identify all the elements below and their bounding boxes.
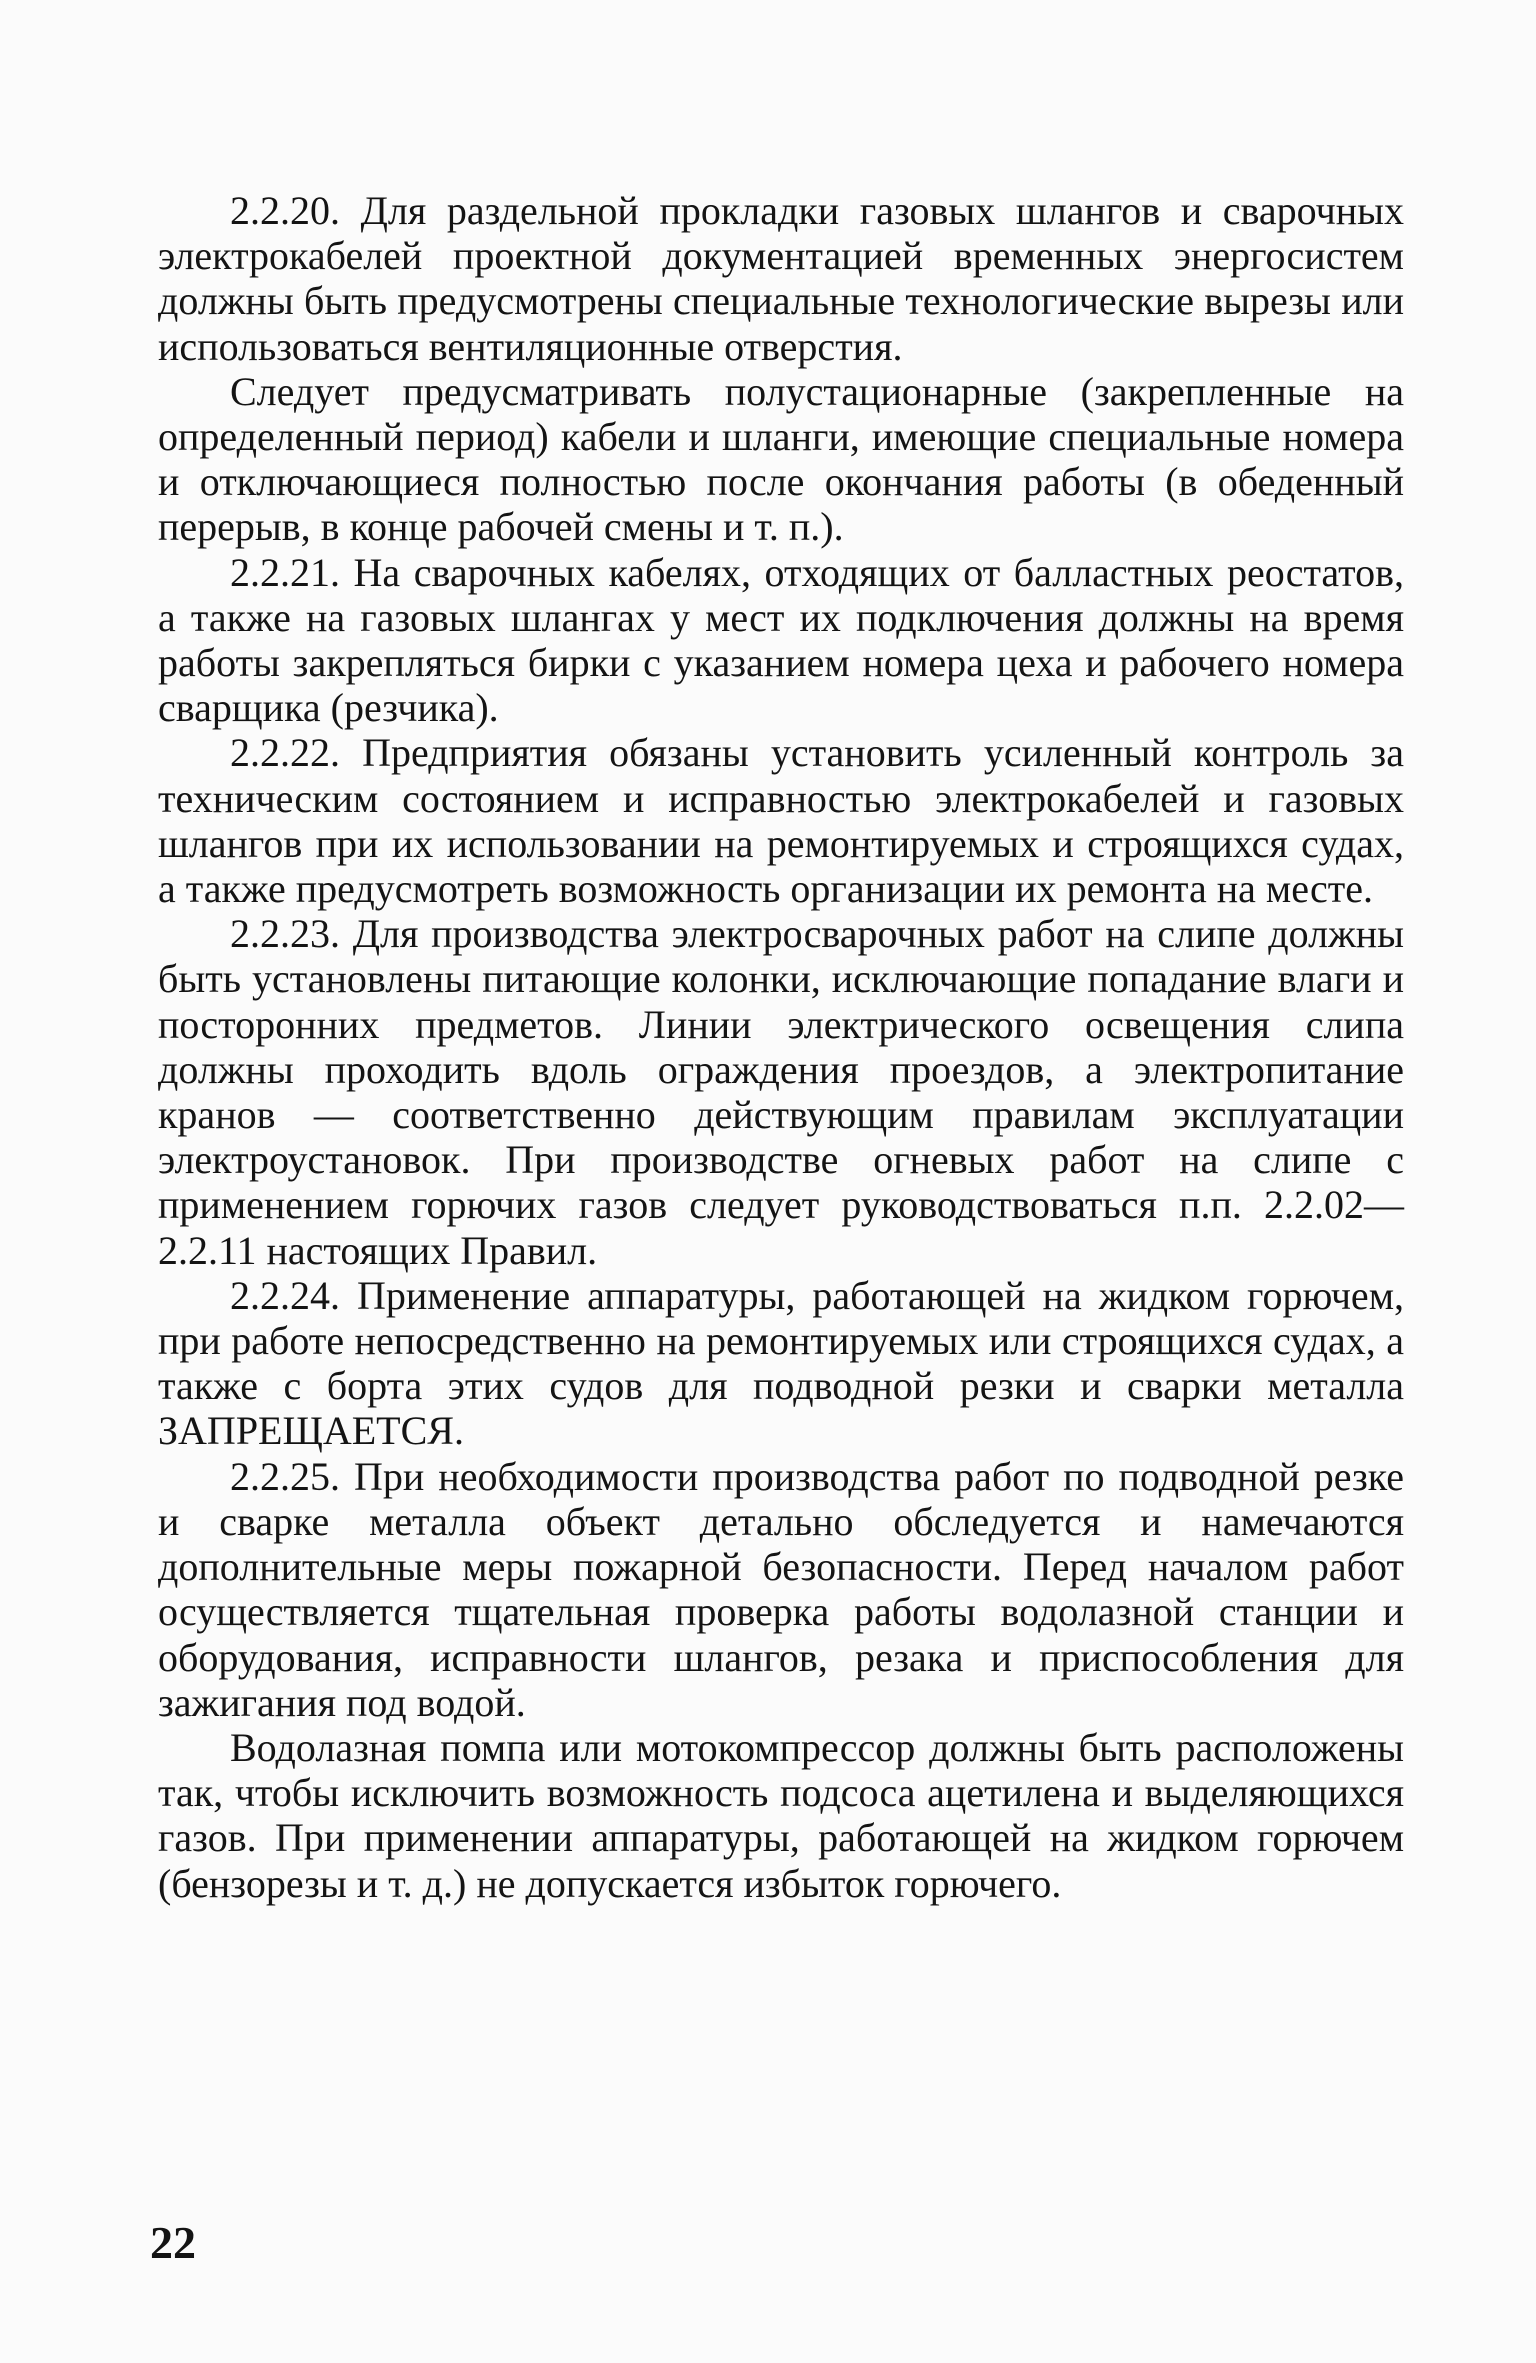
paragraph-2-2-25: 2.2.25. При необходимости производства работ по подводной резке и сварке металла объект детально обследуется и намечаются дополнительные меры пожарной безопасности. Перед началом работ осуществляется тщательная проверка работы водолазной станции и оборудования, исправности шлангов, резака и приспособления для зажигания под водой. bbox=[158, 1453, 1404, 1725]
paragraph-2-2-23: 2.2.23. Для производства электросварочных работ на слипе должны быть установлены питающие колонки, исключающие попадание влаги и посторонних предметов. Линии электрического освещения слипа должны проходить вдоль ограждения проездов, а электропитание кранов — соответственно действующим правилам эксплуатации электроустановок. При производстве огневых работ на слипе с применением горючих газов следует руководствоваться п.п. 2.2.02—2.2.11 настоящих Правил. bbox=[158, 911, 1404, 1273]
paragraph-2-2-21: 2.2.21. На сварочных кабелях, отходящих от балластных реостатов, а также на газовых шлангах у мест их подключения должны на время работы закрепляться бирки с указанием номера цеха и рабочего номера сварщика (резчика). bbox=[158, 549, 1404, 731]
body-text bbox=[158, 188, 1404, 1906]
paragraph-2-2-24: 2.2.24. Применение аппаратуры, работающей на жидком горючем, при работе непосредственно на ремонтируемых или строящихся судах, а также с борта этих судов для подводной резки и сварки металла ЗАПРЕЩАЕТСЯ. bbox=[158, 1272, 1404, 1454]
paragraph-2-2-20: 2.2.20. Для раздельной прокладки газовых шлангов и сварочных электрокабелей проектной документацией временных энергосистем должны быть предусмотрены специальные технологические вырезы или использоваться вентиляционные отверстия. bbox=[158, 188, 1404, 369]
paragraph-diving-pump: Водолазная помпа или мотокомпрессор должны быть расположены так, чтобы исключить возможность подсоса ацетилена и выделяющихся газов. При применении аппаратуры, работающей на жидком горючем (бензорезы и т. д.) не допускается избыток горючего. bbox=[158, 1724, 1404, 1906]
paragraph-semi-stationary-cables: Следует предусматривать полустационарные (закрепленные на определенный период) кабели и шланги, имеющие специальные номера и отключающиеся полностью после окончания работы (в обеденный перерыв, в конце рабочей смены и т. п.). bbox=[158, 368, 1404, 550]
page-number: 22 bbox=[150, 2217, 196, 2268]
paragraph-2-2-22: 2.2.22. Предприятия обязаны установить усиленный контроль за техническим состоянием и исправностью электрокабелей и газовых шлангов при их использовании на ремонтируемых и строящихся судах, а также предусмотреть возможность организации их ремонта на месте. bbox=[158, 730, 1404, 912]
